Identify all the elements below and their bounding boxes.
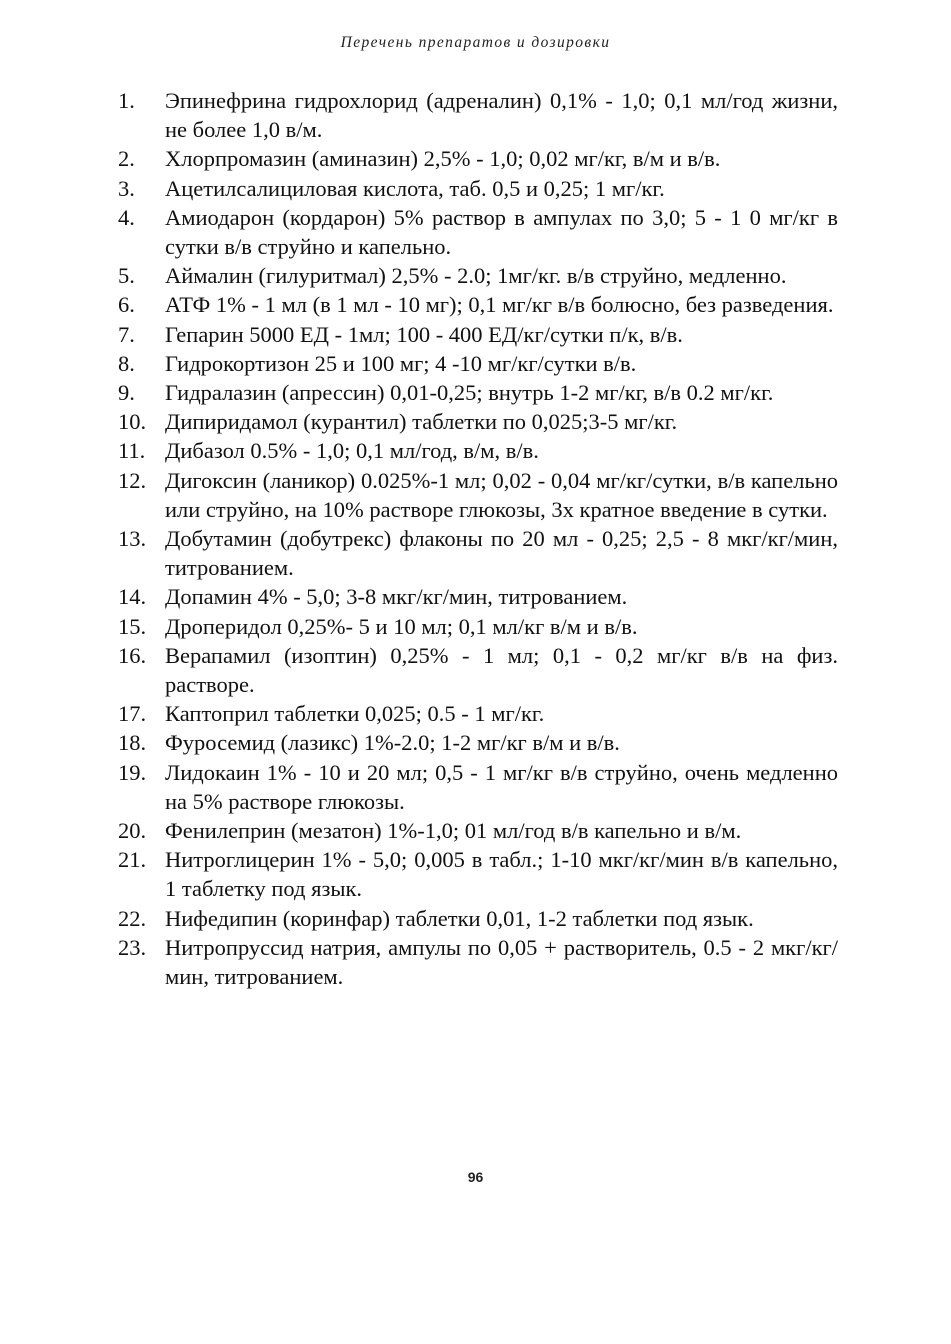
item-number: 10. <box>118 409 147 435</box>
item-text: Допамин 4% - 5,0; 3-8 мкг/кг/мин, титрованием. <box>165 584 628 610</box>
item-text: Гепарин 5000 ЕД - 1мл; 100 - 400 ЕД/кг/сутки п/к, в/в. <box>165 321 683 347</box>
item-text: Ацетилсалициловая кислота, таб. 0,5 и 0,25; 1 мг/кг. <box>165 175 665 201</box>
item-text: Добутамин (добутрекс) флаконы по 20 мл - 0,25; 2,5 - 8 мкг/кг/мин, титрованием. <box>165 526 838 581</box>
item-text: Дибазол 0.5% - 1,0; 0,1 мл/год, в/м, в/в. <box>165 438 539 464</box>
item-text: Нифедипин (коринфар) таблетки 0,01, 1-2 таблетки под язык. <box>165 905 754 931</box>
item-text: Дипиридамол (курантил) таблетки по 0,025;3-5 мг/кг. <box>165 409 678 435</box>
item-number: 1. <box>118 88 135 113</box>
item-number: 14. <box>118 584 147 610</box>
list-item <box>118 290 838 319</box>
item-number: 20. <box>118 818 147 844</box>
item-number: 19. <box>118 759 147 785</box>
item-text: Нитроглицерин 1% - 5,0; 0,005 в табл.; 1-10 мкг/кг/мин в/в капельно, 1 таблетку под язык. <box>165 847 838 902</box>
item-text: Лидокаин 1% - 10 и 20 мл; 0,5 - 1 мг/кг в/в струйно, очень медленно на 5% растворе глюкозы. <box>165 759 838 814</box>
item-text: Эпинефрина гидрохлорид (адреналин) 0,1% - 1,0; 0,1 мл/год жизни, не более 1,0 в/м. <box>165 88 838 143</box>
item-number: 15. <box>118 613 147 639</box>
item-number: 4. <box>118 204 135 230</box>
list-item <box>118 641 838 699</box>
list-item <box>118 320 838 349</box>
item-text: Дигоксин (ланикор) 0.025%-1 мл; 0,02 - 0,04 мг/кг/сутки, в/в капельно или струйно, на 10% растворе глюкозы, 3х кратное введение в сутки. <box>165 467 838 522</box>
list-item <box>118 144 838 173</box>
item-number: 7. <box>118 321 135 347</box>
list-item <box>118 524 838 582</box>
item-text: Дроперидол 0,25%- 5 и 10 мл; 0,1 мл/кг в/м и в/в. <box>165 613 638 639</box>
list-item <box>118 933 838 991</box>
item-text: Хлорпромазин (аминазин) 2,5% - 1,0; 0,02 мг/кг, в/м и в/в. <box>165 146 721 172</box>
item-number: 6. <box>118 292 135 318</box>
list-item <box>118 203 838 261</box>
item-text: Фенилеприн (мезатон) 1%-1,0; 01 мл/год в/в капельно и в/м. <box>165 818 742 844</box>
list-item <box>118 612 838 641</box>
page-header: Перечень препаратов и дозировки <box>340 34 611 51</box>
list-item <box>118 378 838 407</box>
item-text: Гидралазин (апрессин) 0,01-0,25; внутрь 1-2 мг/кг, в/в 0.2 мг/кг. <box>165 380 774 406</box>
list-item <box>118 466 838 524</box>
item-number: 13. <box>118 526 147 552</box>
list-item <box>118 699 838 728</box>
item-number: 17. <box>118 701 147 727</box>
item-number: 3. <box>118 175 135 201</box>
item-number: 11. <box>118 438 146 464</box>
item-number: 2. <box>118 146 135 172</box>
item-number: 21. <box>118 847 147 873</box>
item-text: Гидрокортизон 25 и 100 мг; 4 -10 мг/кг/сутки в/в. <box>165 350 637 376</box>
item-number: 16. <box>118 642 147 668</box>
list-item <box>118 582 838 611</box>
list-item <box>118 407 838 436</box>
item-number: 12. <box>118 467 147 493</box>
item-text: Аймалин (гилуритмал) 2,5% - 2.0; 1мг/кг. в/в струйно, медленно. <box>165 263 787 289</box>
list-item <box>118 86 838 144</box>
item-text: Каптоприл таблетки 0,025; 0.5 - 1 мг/кг. <box>165 701 545 727</box>
page-number: 96 <box>467 1169 484 1185</box>
item-text: Фуросемид (лазикс) 1%-2.0; 1-2 мг/кг в/м и в/в. <box>165 730 620 756</box>
item-number: 9. <box>118 380 135 406</box>
item-text: Нитропруссид натрия, ампулы по 0,05 + растворитель, 0.5 - 2 мкг/кг/мин, титрованием. <box>165 934 838 990</box>
list-item <box>118 728 838 757</box>
list-item <box>118 758 838 816</box>
item-number: 18. <box>118 730 147 756</box>
list-item <box>118 261 838 290</box>
list-item <box>118 904 838 933</box>
item-number: 5. <box>118 263 135 289</box>
item-text: Верапамил (изоптин) 0,25% - 1 мл; 0,1 - 0,2 мг/кг в/в на физ. растворе. <box>165 642 838 698</box>
list-item <box>118 845 838 903</box>
drug-list <box>118 86 838 991</box>
item-number: 8. <box>118 350 135 376</box>
list-item <box>118 174 838 203</box>
item-text: АТФ 1% - 1 мл (в 1 мл - 10 мг); 0,1 мг/кг в/в болюсно, без разведения. <box>165 292 834 318</box>
list-item <box>118 816 838 845</box>
item-number: 23. <box>118 934 147 960</box>
list-item <box>118 349 838 378</box>
item-text: Амиодарон (кордарон) 5% раствор в ампулах по 3,0; 5 - 1 0 мг/кг в сутки в/в струйно и капельно. <box>165 204 838 260</box>
list-item <box>118 436 838 465</box>
item-number: 22. <box>118 905 147 931</box>
